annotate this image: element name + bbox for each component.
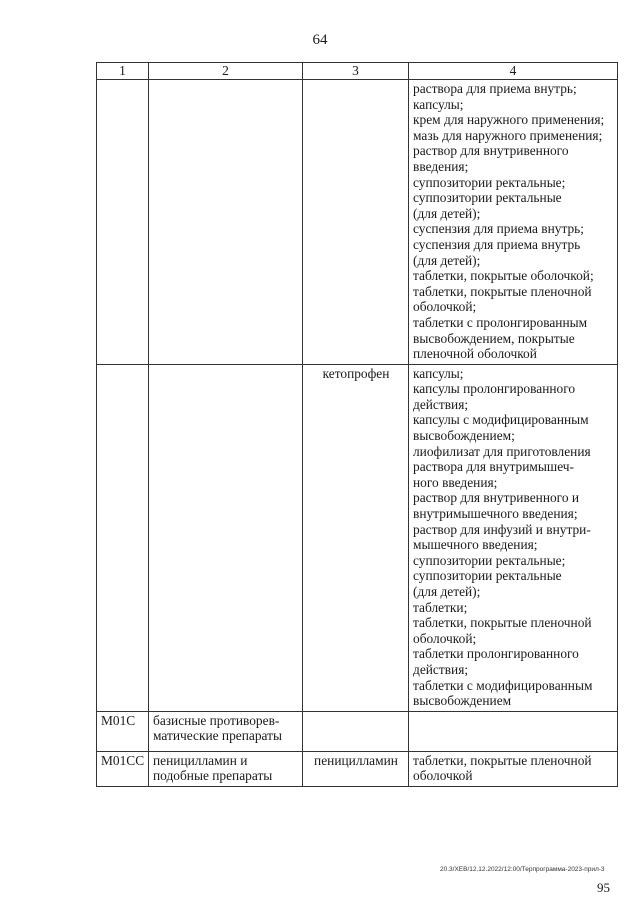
table-row xyxy=(97,364,618,711)
dosage-form-line: капсулы; xyxy=(413,365,464,381)
table-body xyxy=(97,80,618,787)
atc-code-cell xyxy=(97,711,149,751)
drug-name-cell xyxy=(303,711,409,751)
page-number: 64 xyxy=(312,32,328,48)
atc-code-cell xyxy=(97,751,149,786)
dosage-form-line: раствор для инфузий и внутри- xyxy=(413,521,591,537)
dosage-form-line: таблетки с модифицированным xyxy=(413,677,593,693)
group-name-line: матические препараты xyxy=(153,728,282,744)
dosage-form-line: оболочкой; xyxy=(413,630,477,646)
dosage-form-line: раствора для приема внутрь; xyxy=(413,81,577,96)
dosage-form-line: пленочной оболочкой xyxy=(413,346,537,362)
dosage-form-line: капсулы с модифицированным xyxy=(413,412,589,428)
dosage-form-line: высвобождением xyxy=(413,693,512,709)
drug-name-cell xyxy=(303,751,409,786)
column-header: 4 xyxy=(409,63,618,80)
dosage-form-line: суппозитории ректальные; xyxy=(413,552,566,568)
group-name-cell xyxy=(149,711,303,751)
dosage-form-line: таблетки с пролонгированным xyxy=(413,314,588,330)
dosage-form-line: ного введения; xyxy=(413,474,498,490)
dosage-forms-cell xyxy=(409,364,618,711)
dosage-form-line: (для детей); xyxy=(413,205,481,221)
group-name-cell xyxy=(149,80,303,365)
dosage-forms-cell xyxy=(409,751,618,786)
dosage-form-line: суспензия для приема внутрь; xyxy=(413,221,585,237)
dosage-form-line: действия; xyxy=(413,396,469,412)
drug-name-cell xyxy=(303,364,409,711)
dosage-form-line: оболочкой; xyxy=(413,299,477,315)
dosage-form-line: высвобождением, покрытые xyxy=(413,330,575,346)
dosage-form-line: раствора для внутримышеч- xyxy=(413,459,574,475)
dosage-form-line: мазь для наружного применения; xyxy=(413,127,603,143)
dosage-form-line: оболочкой xyxy=(413,768,473,784)
dosage-form-line: капсулы; xyxy=(413,96,464,112)
table-row xyxy=(97,711,618,751)
dosage-form-line: высвобождением; xyxy=(413,428,515,444)
drug-name: кетопрофен xyxy=(322,365,390,381)
dosage-form-line: крем для наружного применения; xyxy=(413,112,605,128)
dosage-forms-cell xyxy=(409,711,618,751)
sheet-number: 95 xyxy=(597,880,610,895)
dosage-form-line: внутримышечного введения; xyxy=(413,506,578,522)
dosage-form-line: лиофилизат для приготовления xyxy=(413,443,591,459)
dosage-form-line: мышечного введения; xyxy=(413,537,538,553)
column-header: 3 xyxy=(303,63,409,80)
dosage-form-line: таблетки; xyxy=(413,599,468,615)
dosage-form-line: суспензия для приема внутрь xyxy=(413,236,581,252)
dosage-form-line: таблетки, покрытые пленочной xyxy=(413,752,592,768)
group-name-cell xyxy=(149,364,303,711)
column-header: 1 xyxy=(97,63,149,80)
dosage-form-line: таблетки пролонгированного xyxy=(413,646,579,662)
dosage-form-line: действия; xyxy=(413,661,469,677)
dosage-form-line: суппозитории ректальные; xyxy=(413,174,566,190)
dosage-form-line: таблетки, покрытые оболочкой; xyxy=(413,268,594,284)
dosage-form-line: раствор для внутривенного xyxy=(413,143,569,159)
dosage-forms-cell xyxy=(409,80,618,365)
dosage-form-line: (для детей); xyxy=(413,252,481,268)
column-header: 2 xyxy=(149,63,303,80)
document-stamp: 20.3/ХЕВ/12.12.2022/12:00/Терпрограмма-2023-прил-3 xyxy=(440,866,605,873)
drug-name-cell xyxy=(303,80,409,365)
dosage-form-line: таблетки, покрытые пленочной xyxy=(413,615,592,631)
atc-code-cell xyxy=(97,364,149,711)
dosage-form-line: суппозитории ректальные xyxy=(413,190,562,206)
group-name-line: базисные противорев- xyxy=(153,712,280,728)
group-name-line: подобные препараты xyxy=(153,768,273,784)
table-row xyxy=(97,751,618,786)
atc-code: M01C xyxy=(101,712,136,728)
dosage-form-line: суппозитории ректальные xyxy=(413,568,562,584)
group-name-line: пеницилламин и xyxy=(153,752,248,768)
drug-name: пеницилламин xyxy=(314,752,398,768)
dosage-form-line: капсулы пролонгированного xyxy=(413,381,576,397)
atc-code-cell xyxy=(97,80,149,365)
table-header-row xyxy=(97,63,618,80)
dosage-form-line: (для детей); xyxy=(413,584,481,599)
dosage-form-line: введения; xyxy=(413,158,469,174)
dosage-form-line: раствор для внутривенного и xyxy=(413,490,580,506)
drug-table xyxy=(96,62,618,787)
table-row xyxy=(97,80,618,365)
atc-code: M01CC xyxy=(101,752,145,768)
dosage-form-line: таблетки, покрытые пленочной xyxy=(413,283,592,299)
group-name-cell xyxy=(149,751,303,786)
